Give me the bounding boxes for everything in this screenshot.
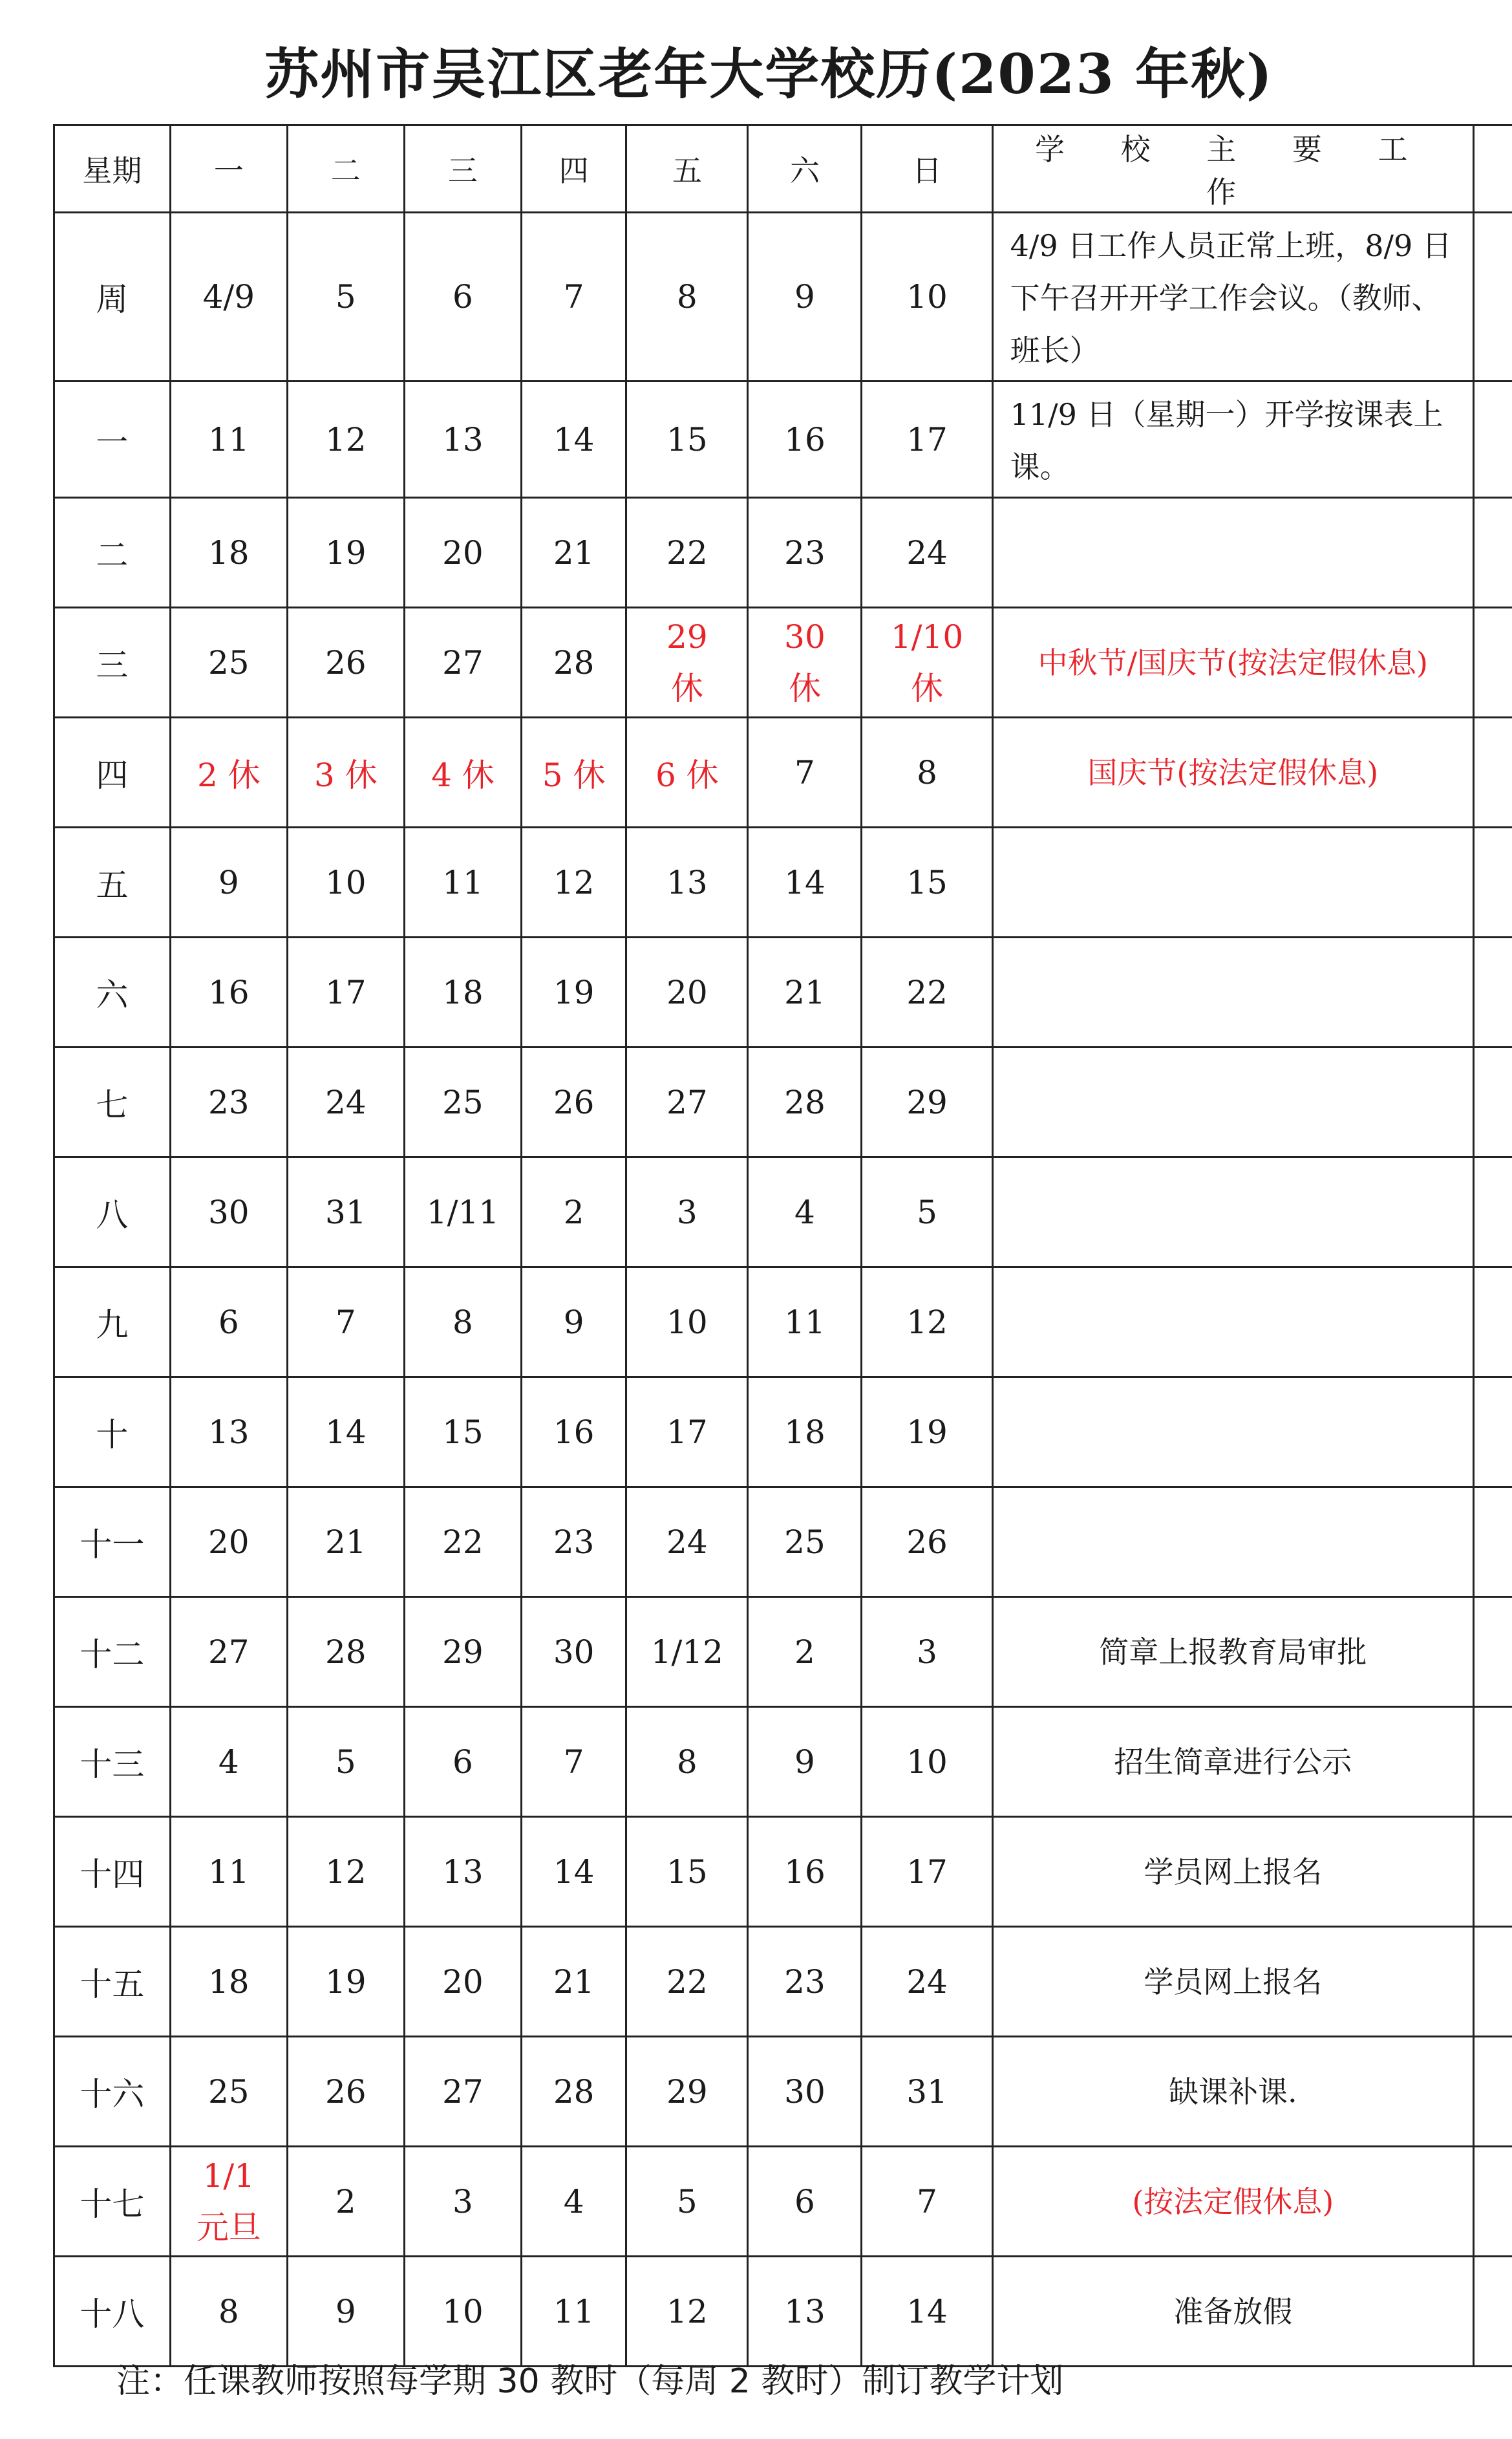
day-cell: 27: [404, 608, 521, 718]
week-label: 六: [54, 938, 171, 1048]
header-day: 日: [862, 125, 992, 213]
week-row: [54, 718, 1512, 828]
day-cell: [626, 608, 748, 718]
day-cell: 16: [748, 1817, 862, 1927]
day-cell: 12: [626, 2257, 748, 2367]
work-note: (按法定假休息): [992, 2147, 1473, 2257]
extra-cell: [1473, 1048, 1512, 1157]
holiday-name: 元旦: [196, 2208, 261, 2246]
day-cell: 26: [287, 608, 404, 718]
day-cell: 27: [404, 2037, 521, 2147]
day-cell: 6: [748, 2147, 862, 2257]
day-cell: 29: [862, 1048, 992, 1157]
holiday-mark: 休: [788, 669, 821, 707]
day-cell: 26: [287, 2037, 404, 2147]
work-note: 缺课补课.: [992, 2037, 1473, 2147]
week-row: [54, 1707, 1512, 1817]
day-cell: 5: [626, 2147, 748, 2257]
day-cell: 15: [626, 1817, 748, 1927]
day-cell: 21: [287, 1487, 404, 1597]
day-cell: 15: [862, 828, 992, 938]
day-cell: 12: [287, 381, 404, 498]
day-cell: 5: [287, 1707, 404, 1817]
week-row: [54, 2257, 1512, 2367]
day-cell: 30: [522, 1597, 626, 1707]
day-cell: 9: [170, 828, 287, 938]
day-cell: 13: [170, 1377, 287, 1487]
work-note: 简章上报教育局审批: [992, 1597, 1473, 1707]
day-cell: 28: [287, 1597, 404, 1707]
day-cell: 9: [522, 1267, 626, 1377]
extra-cell: [1473, 498, 1512, 608]
day-cell: 4: [522, 2147, 626, 2257]
week-row: [54, 1267, 1512, 1377]
day-cell: 3 休: [287, 718, 404, 828]
header-extra: [1473, 125, 1512, 213]
day-cell: 8: [170, 2257, 287, 2367]
week-label: 十五: [54, 1927, 171, 2037]
header-week: 星期: [54, 125, 171, 213]
header-day: 四: [522, 125, 626, 213]
header-day: 三: [404, 125, 521, 213]
day-cell: 5 休: [522, 718, 626, 828]
day-cell: 20: [404, 1927, 521, 2037]
week-row: [54, 381, 1512, 498]
day-cell: 10: [626, 1267, 748, 1377]
day-cell: 27: [626, 1048, 748, 1157]
day-cell: 22: [626, 1927, 748, 2037]
day-cell: 30: [748, 2037, 862, 2147]
day-cell: 11: [170, 1817, 287, 1927]
day-cell: 11: [522, 2257, 626, 2367]
day-cell: 14: [522, 381, 626, 498]
day-cell: 18: [748, 1377, 862, 1487]
day-cell: 12: [522, 828, 626, 938]
week-label: 二: [54, 498, 171, 608]
day-cell: 24: [862, 498, 992, 608]
day-cell: 17: [862, 381, 992, 498]
day-cell: 14: [522, 1817, 626, 1927]
day-cell: 31: [287, 1157, 404, 1267]
extra-cell: [1473, 2037, 1512, 2147]
calendar-table: [53, 124, 1512, 2367]
day-cell: 10: [862, 1707, 992, 1817]
work-note: [992, 1267, 1473, 1377]
extra-cell: [1473, 1377, 1512, 1487]
day-cell: 6: [404, 213, 521, 381]
week-label: 四: [54, 718, 171, 828]
day-cell: 16: [522, 1377, 626, 1487]
week-label: 八: [54, 1157, 171, 1267]
week-label: 十: [54, 1377, 171, 1487]
day-cell: 6: [404, 1707, 521, 1817]
day-cell: 27: [170, 1597, 287, 1707]
day-cell: 7: [287, 1267, 404, 1377]
work-note: 11/9 日（星期一）开学按课表上课。: [992, 381, 1473, 498]
week-label: 十七: [54, 2147, 171, 2257]
day-cell: 10: [862, 213, 992, 381]
day-cell: 25: [170, 2037, 287, 2147]
week-label: 一: [54, 381, 171, 498]
day-cell: 7: [748, 718, 862, 828]
extra-cell: [1473, 938, 1512, 1048]
extra-cell: [1473, 1597, 1512, 1707]
day-number: 1/1: [202, 2156, 255, 2195]
day-number: 29: [666, 618, 708, 656]
holiday-mark: 休: [670, 669, 703, 707]
holiday-mark: 休: [911, 669, 944, 707]
extra-cell: [1473, 2147, 1512, 2257]
work-note: [992, 1048, 1473, 1157]
week-label: 七: [54, 1048, 171, 1157]
work-note: 国庆节(按法定假休息): [992, 718, 1473, 828]
day-cell: 8: [626, 1707, 748, 1817]
day-cell: 22: [626, 498, 748, 608]
day-cell: 18: [404, 938, 521, 1048]
day-cell: 1/12: [626, 1597, 748, 1707]
day-cell: 25: [404, 1048, 521, 1157]
week-label: 九: [54, 1267, 171, 1377]
work-note: 学员网上报名: [992, 1927, 1473, 2037]
week-row: [54, 608, 1512, 718]
day-cell: 3: [626, 1157, 748, 1267]
day-cell: 5: [862, 1157, 992, 1267]
day-cell: [862, 608, 992, 718]
week-row: [54, 1377, 1512, 1487]
day-cell: 23: [522, 1487, 626, 1597]
day-cell: 31: [862, 2037, 992, 2147]
work-note: 招生简章进行公示: [992, 1707, 1473, 1817]
day-cell: 14: [862, 2257, 992, 2367]
day-cell: 21: [522, 1927, 626, 2037]
day-cell: 15: [626, 381, 748, 498]
day-number: 1/10: [890, 618, 964, 656]
extra-cell: [1473, 1927, 1512, 2037]
work-note: [992, 828, 1473, 938]
day-cell: 30: [170, 1157, 287, 1267]
header-day: 六: [748, 125, 862, 213]
day-cell: 13: [404, 1817, 521, 1927]
day-cell: 12: [287, 1817, 404, 1927]
day-cell: 8: [404, 1267, 521, 1377]
day-cell: 7: [522, 1707, 626, 1817]
day-cell: 1/11: [404, 1157, 521, 1267]
day-cell: 20: [170, 1487, 287, 1597]
week-label: 五: [54, 828, 171, 938]
day-cell: 2: [287, 2147, 404, 2257]
day-cell: 28: [522, 608, 626, 718]
extra-cell: [1473, 381, 1512, 498]
extra-cell: [1473, 1157, 1512, 1267]
week-label: 十二: [54, 1597, 171, 1707]
day-cell: 8: [862, 718, 992, 828]
day-cell: 10: [404, 2257, 521, 2367]
week-row: [54, 2037, 1512, 2147]
extra-cell: [1473, 1487, 1512, 1597]
day-cell: 10: [287, 828, 404, 938]
work-note: 中秋节/国庆节(按法定假休息): [992, 608, 1473, 718]
day-cell: 19: [287, 498, 404, 608]
extra-cell: [1473, 213, 1512, 381]
day-cell: [748, 608, 862, 718]
week-row: [54, 498, 1512, 608]
week-row: [54, 1487, 1512, 1597]
day-cell: 12: [862, 1267, 992, 1377]
header-row: [54, 125, 1512, 213]
day-cell: 11: [170, 381, 287, 498]
work-note: [992, 1487, 1473, 1597]
week-label: 十一: [54, 1487, 171, 1597]
week-row: [54, 2147, 1512, 2257]
day-cell: 7: [862, 2147, 992, 2257]
day-cell: 28: [522, 2037, 626, 2147]
day-cell: 5: [287, 213, 404, 381]
week-row: [54, 213, 1512, 381]
page-title: 苏州市吴江区老年大学校历(2023 年秋): [264, 42, 1273, 106]
week-label: 十八: [54, 2257, 171, 2367]
header-day: 五: [626, 125, 748, 213]
day-cell: 26: [862, 1487, 992, 1597]
day-cell: 13: [404, 381, 521, 498]
day-cell: 9: [287, 2257, 404, 2367]
day-cell: 25: [748, 1487, 862, 1597]
day-number: 30: [784, 618, 825, 656]
day-cell: 21: [522, 498, 626, 608]
day-cell: 14: [287, 1377, 404, 1487]
day-cell: 8: [626, 213, 748, 381]
extra-cell: [1473, 828, 1512, 938]
day-cell: 19: [862, 1377, 992, 1487]
day-cell: 9: [748, 213, 862, 381]
day-cell: 9: [748, 1707, 862, 1817]
day-cell: 11: [404, 828, 521, 938]
extra-cell: [1473, 1707, 1512, 1817]
work-note: 学员网上报名: [992, 1817, 1473, 1927]
day-cell: 24: [862, 1927, 992, 2037]
day-cell: 2: [748, 1597, 862, 1707]
day-cell: 23: [748, 1927, 862, 2037]
week-row: [54, 1927, 1512, 2037]
day-cell: 16: [748, 381, 862, 498]
work-note: [992, 1377, 1473, 1487]
week-row: [54, 828, 1512, 938]
day-cell: 14: [748, 828, 862, 938]
day-cell: 7: [522, 213, 626, 381]
day-cell: 3: [404, 2147, 521, 2257]
day-cell: 26: [522, 1048, 626, 1157]
header-work: 学 校 主 要 工 作: [992, 125, 1473, 213]
day-cell: 24: [626, 1487, 748, 1597]
week-row: [54, 1817, 1512, 1927]
day-cell: 22: [404, 1487, 521, 1597]
day-cell: 4/9: [170, 213, 287, 381]
day-cell: 2 休: [170, 718, 287, 828]
day-cell: 20: [626, 938, 748, 1048]
day-cell: 6: [170, 1267, 287, 1377]
extra-cell: [1473, 1267, 1512, 1377]
extra-cell: [1473, 1817, 1512, 1927]
extra-cell: [1473, 2257, 1512, 2367]
day-cell: 13: [626, 828, 748, 938]
work-note: [992, 938, 1473, 1048]
week-label: 十三: [54, 1707, 171, 1817]
day-cell: 18: [170, 1927, 287, 2037]
week-label: 周: [54, 213, 171, 381]
week-label: 十六: [54, 2037, 171, 2147]
extra-cell: [1473, 608, 1512, 718]
footnote: 注：任课教师按照每学期 30 教时（每周 2 教时）制订教学计划: [116, 2362, 1064, 2401]
extra-cell: [1473, 718, 1512, 828]
day-cell: 25: [170, 608, 287, 718]
day-cell: 17: [626, 1377, 748, 1487]
day-cell: [170, 2147, 287, 2257]
work-note: [992, 1157, 1473, 1267]
day-cell: 21: [748, 938, 862, 1048]
day-cell: 20: [404, 498, 521, 608]
day-cell: 23: [748, 498, 862, 608]
day-cell: 17: [862, 1817, 992, 1927]
day-cell: 11: [748, 1267, 862, 1377]
day-cell: 19: [522, 938, 626, 1048]
week-label: 十四: [54, 1817, 171, 1927]
day-cell: 29: [626, 2037, 748, 2147]
day-cell: 29: [404, 1597, 521, 1707]
week-row: [54, 1597, 1512, 1707]
week-row: [54, 1157, 1512, 1267]
day-cell: 4 休: [404, 718, 521, 828]
day-cell: 3: [862, 1597, 992, 1707]
week-row: [54, 938, 1512, 1048]
header-day: 二: [287, 125, 404, 213]
day-cell: 18: [170, 498, 287, 608]
day-cell: 17: [287, 938, 404, 1048]
week-label: 三: [54, 608, 171, 718]
day-cell: 19: [287, 1927, 404, 2037]
day-cell: 13: [748, 2257, 862, 2367]
day-cell: 24: [287, 1048, 404, 1157]
day-cell: 22: [862, 938, 992, 1048]
day-cell: 16: [170, 938, 287, 1048]
header-day: 一: [170, 125, 287, 213]
week-row: [54, 1048, 1512, 1157]
work-note: 4/9 日工作人员正常上班，8/9 日下午召开开学工作会议。（教师、班长）: [992, 213, 1473, 381]
day-cell: 28: [748, 1048, 862, 1157]
day-cell: 4: [170, 1707, 287, 1817]
work-note: 准备放假: [992, 2257, 1473, 2367]
day-cell: 15: [404, 1377, 521, 1487]
day-cell: 6 休: [626, 718, 748, 828]
work-note: [992, 498, 1473, 608]
day-cell: 4: [748, 1157, 862, 1267]
day-cell: 23: [170, 1048, 287, 1157]
day-cell: 2: [522, 1157, 626, 1267]
